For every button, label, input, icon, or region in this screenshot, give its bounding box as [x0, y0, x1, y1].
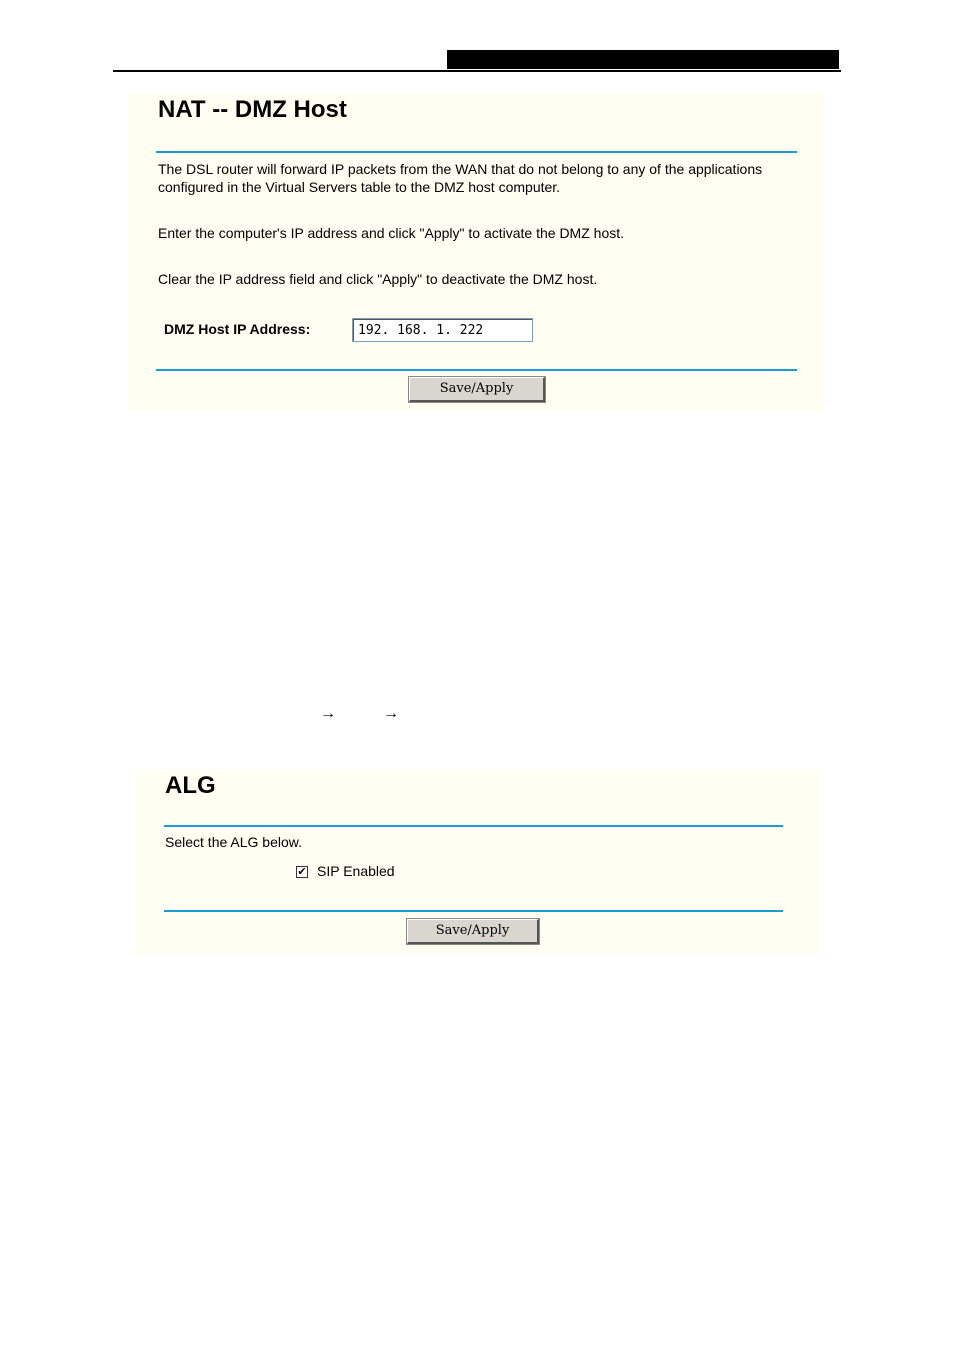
page-header-bar	[447, 50, 839, 69]
dmz-ip-label: DMZ Host IP Address:	[164, 321, 311, 337]
dmz-host-panel	[128, 92, 824, 412]
alg-save-apply-button[interactable]: Save/Apply	[407, 919, 539, 944]
sip-enabled-label: SIP Enabled	[317, 863, 395, 879]
dmz-activate-instruction: Enter the computer's IP address and click "Apply" to activate the DMZ host.	[158, 225, 625, 241]
dmz-bottom-divider	[156, 369, 797, 371]
alg-bottom-divider	[164, 910, 783, 912]
dmz-description-line2: configured in the Virtual Servers table to the DMZ host computer.	[158, 179, 561, 195]
alg-page-title: ALG	[165, 772, 216, 799]
dmz-deactivate-instruction: Clear the IP address field and click "Apply" to deactivate the DMZ host.	[158, 271, 598, 287]
dmz-save-apply-button[interactable]: Save/Apply	[409, 377, 545, 402]
page-header-rule	[113, 70, 841, 72]
nav-arrow-1: →	[320, 705, 336, 722]
alg-top-divider	[164, 825, 783, 827]
dmz-ip-input[interactable]	[352, 318, 533, 342]
dmz-description-line1: The DSL router will forward IP packets from the WAN that do not belong to any of the applications	[158, 161, 763, 177]
nav-arrow-2: →	[383, 705, 399, 722]
dmz-page-title: NAT -- DMZ Host	[158, 96, 347, 123]
dmz-top-divider	[156, 151, 797, 153]
alg-select-text: Select the ALG below.	[165, 834, 302, 850]
alg-panel	[136, 770, 818, 955]
checkmark-icon: ✔	[297, 866, 307, 878]
sip-enabled-checkbox[interactable]	[296, 866, 308, 878]
